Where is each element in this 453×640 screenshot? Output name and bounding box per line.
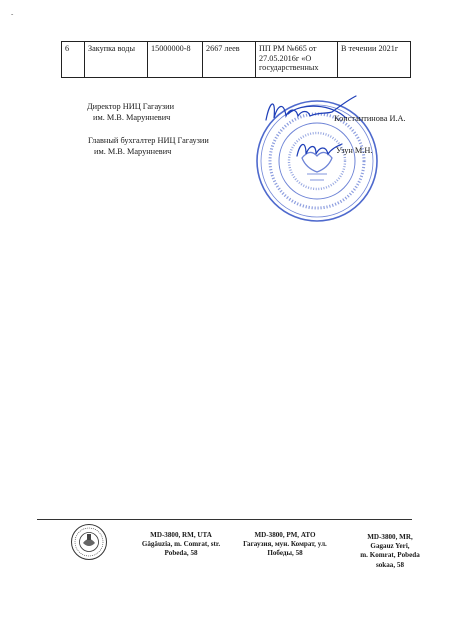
footer-divider — [37, 519, 412, 520]
director-title: Директор НИЦ Гагаузии — [87, 102, 175, 111]
cell-term: В течении 2021г — [338, 42, 411, 78]
footer-line: Гагаузия, мун. Комрат, ул. — [243, 540, 327, 549]
accountant-title-line2: им. М.В. Марунневич — [94, 147, 172, 156]
footer-line: m. Komrat, Pobeda — [360, 551, 420, 560]
footer-line: MD-3800, РМ, АТО — [254, 531, 316, 539]
accountant-title: Главный бухгалтер НИЦ Гагаузии — [88, 136, 209, 145]
footer-line: MD-3800, RM, UTA — [150, 531, 212, 539]
footer-line: sokaa, 58 — [376, 560, 404, 569]
institution-logo — [70, 523, 108, 561]
accountant-name: Узун М.Н. — [336, 146, 373, 155]
footer-line: Победы, 58 — [267, 549, 303, 558]
corner-mark: - — [11, 10, 14, 18]
cell-item: Закупка воды — [85, 42, 148, 78]
director-title-line2: им. М.В. Марунневич — [93, 113, 171, 122]
footer-line: Gagauz Yeri, — [370, 542, 410, 551]
footer-line: Pobeda, 58 — [164, 549, 198, 558]
cell-code: 15000000-8 — [148, 42, 203, 78]
cell-basis: ПП РМ №665 от 27.05.2016г «О государственных — [256, 42, 338, 78]
procurement-table — [61, 41, 411, 78]
footer-line: Găgăuzia, m. Comrat, str. — [141, 540, 221, 549]
table-row — [62, 42, 411, 78]
footer-address-russian — [230, 531, 340, 559]
footer-address-romanian — [125, 531, 237, 559]
cell-amount: 2667 леев — [203, 42, 256, 78]
director-name: Константинова И.А. — [334, 114, 406, 123]
cell-number: 6 — [62, 42, 85, 78]
footer-line: MD-3800, MR, — [367, 533, 413, 541]
footer-address-gagauz — [354, 533, 426, 570]
